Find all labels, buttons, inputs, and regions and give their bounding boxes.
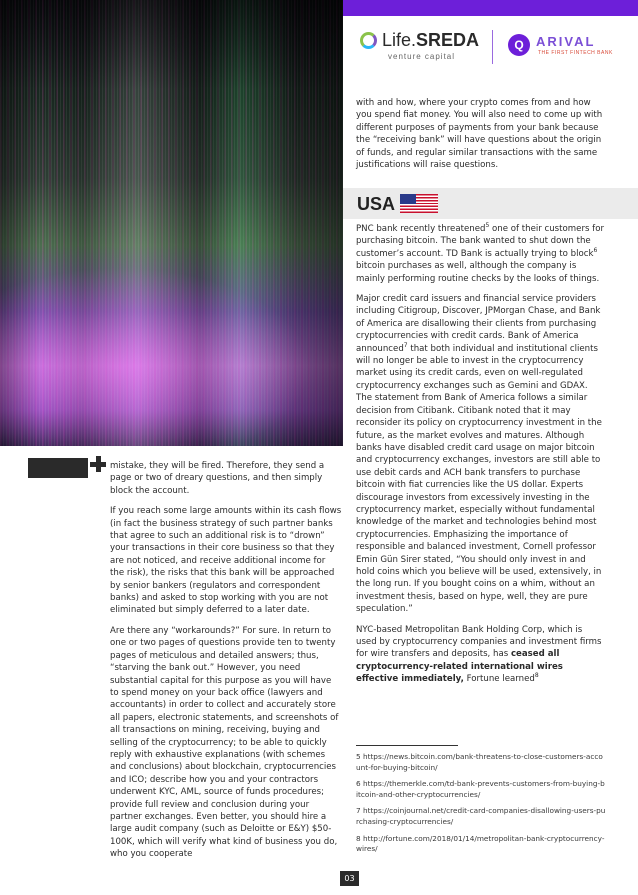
arival-wordmark: ARIVAL xyxy=(536,34,596,49)
footnote-rule xyxy=(356,745,458,746)
footnote: 5 https://news.bitcoin.com/bank-threatens-to-close-customers-account-for-buying-bitcoin/ xyxy=(356,752,603,772)
hero-glitch-image xyxy=(0,0,343,446)
page-number: 03 xyxy=(340,871,359,886)
section-header-usa xyxy=(343,188,638,219)
paragraph: with and how, where your crypto comes from and how you spend fiat money. You will also need to come up with different purposes of payments from your bank because the “receiving bank” will have questions about the origin of funds, and regular similar transactions with the same justifications will raise questions. xyxy=(356,98,603,171)
paragraph: Are there any “workarounds?” For sure. In return to one or two pages of questions provide ten to twenty pages of meticulous and detailed answers; thus, “starving the bank out.” However, you need substantial capital for this purpose as you will have to spend money on your back office (lawyers and accountants) in order to collect and accurately store all papers, electronic statements, and screenshots of all transactions on mining, receiving, buying and selling of the cryptocurrency; to be able to quickly reply with exhaustive explanations (with schemes and conclusions) about blockchain, cryptocurrencies and ICO; describe how you and your contractors underwent KYC, AML, source of funds procedures; provide full review and conclusion during your partner exchanges. Even better, you should hire a large audit company (such as Deloitte or E&Y) $50-100K, which will verify what kind of business you do, who you cooperate xyxy=(110,625,339,860)
plus-icon xyxy=(90,456,106,472)
life-sreda-subtitle: venture capital xyxy=(388,52,456,61)
footnotes xyxy=(356,752,606,861)
life-sreda-wordmark: Life.SREDA xyxy=(382,30,480,50)
us-flag-icon xyxy=(400,194,438,213)
arival-subtitle: THE FIRST FINTECH BANK xyxy=(538,50,613,56)
hero-shade xyxy=(0,0,343,90)
paragraph: PNC bank recently threatened$^5$ one of their customers for purchasing bitcoin. The bank wanted to shut down the customer’s account. TD Bank is actually trying to block$^6$ bitcoin purchases as well, although the company is mainly performing routine checks by the looks of things. xyxy=(356,222,605,284)
footnote: 6 https://themerkle.com/td-bank-prevents-customers-from-buying-bitcoin-and-other-cryptocurrencies/ xyxy=(356,779,605,799)
footnote: 7 https://coinjournal.net/credit-card-companies-disallowing-users-purchasing-cryptocurrencies/ xyxy=(356,806,606,826)
right-column-top xyxy=(356,97,604,179)
usa-section-body xyxy=(356,223,604,694)
section-title: USA xyxy=(357,194,396,214)
paragraph: mistake, they will be fired. Therefore, they send a page or two of dreary questions, and then simply block the account. xyxy=(110,461,325,496)
hero-glow xyxy=(0,250,343,446)
partner-logos xyxy=(360,28,620,68)
logo-divider xyxy=(492,30,493,64)
arival-logo-icon: Q xyxy=(508,34,530,56)
paragraph: Major credit card issuers and financial service providers including Citigroup, Discover, JPMorgan Chase, and Bank of America are disallowing their clients from purchasing cryptocurrencies with credit cards. Bank of America announced$^7$ that both individual and institutional clients will no longer be able to invest in the cryptocurrency market using its credit cards, even on well-regulated cryptocurrency exchanges such as Gemini and GDAX. The statement from Bank of America follows a similar decision from Citibank. Citibank noted that it may reconsider its policy on cryptocurrency investment in the future, as the market evolves and matures. Although banks have disabled credit card usage on major bitcoin and cryptocurrency exchanges, investors are still able to use debit cards and ACH bank transfers to purchase bitcoin with fiat currencies like the US dollar. Experts discourage investors from excessively investing in the cryptocurrency market, especially without fundamental knowledge of the market and technologies behind most cryptocurrencies. Emphasizing the importance of responsible and balanced investment, Cornell professor Emin Gün Sirer stated, “You should only invest in and hold coins which you believe will be used, extensively, in the long run. If you bought coins on a whim, without an investment thesis, based on hype, well, they are pure speculation.” xyxy=(356,294,602,615)
paragraph: If you reach some large amounts within its cash flows (in fact the business strategy of such partner banks that agree to such an additional risk is to “drown” your transactions in their core business so that they are not noticed, and receive additional income for the risk), the risks that this bank will be approached by senior bankers (regulators and correspondent banks) and asked to stop working with you are not eliminated but simply deferred to a later date. xyxy=(110,506,342,616)
flag-canton xyxy=(400,194,416,204)
left-column xyxy=(110,460,342,869)
side-marker-block xyxy=(28,458,88,478)
life-sreda-logo-icon xyxy=(360,32,377,49)
paragraph: NYC-based Metropolitan Bank Holding Corp, which is used by cryptocurrency companies and investment firms for wire transfers and deposits, has ceased all cryptocurrency-related international wires effective immediately, Fortune learned$^8$ xyxy=(356,624,602,685)
footnote: 8 http://fortune.com/2018/01/14/metropolitan-bank-cryptocurrency-wires/ xyxy=(356,833,605,854)
